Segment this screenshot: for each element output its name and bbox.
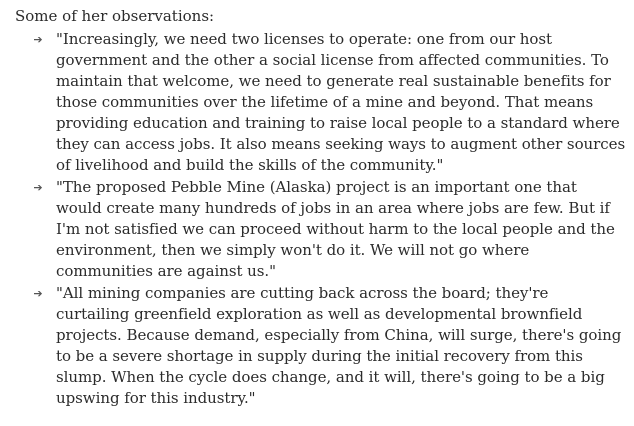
quote-list	[15, 29, 626, 409]
quote-text: "The proposed Pebble Mine (Alaska) project is an important one that would create many hundreds of jobs in an area where jobs are few. But if I'm not satisfied we can proceed without harm to the local people and the environment, then we simply won't do it. We will not go where communities are against us."	[56, 178, 615, 280]
quote-text: "Increasingly, we need two licenses to operate: one from our host government and the other a social license from affected communities. To maintain that welcome, we need to generate real sustainable benefits for those communities over the lifetime of a mine and beyond. That means providing education and training to raise local people to a standard where they can access jobs. It also means seeking ways to augment other sources of livelihood and build the skills of the community."	[56, 30, 626, 174]
arrow-right-icon: ➔	[33, 33, 43, 46]
quote-item	[15, 283, 626, 409]
arrow-right-icon: ➔	[33, 287, 43, 300]
arrow-right-icon: ➔	[33, 181, 43, 194]
quote-item	[15, 29, 626, 176]
quote-text: "All mining companies are cutting back across the board; they're curtailing greenfield exploration as well as developmental brownfield projects. Because demand, especially from China, will surge, there's going to be a severe shortage in supply during the initial recovery from this slump. When the cycle does change, and it will, there's going to be a big upswing for this industry."	[56, 284, 622, 407]
quote-item	[15, 177, 626, 282]
intro-text: Some of her observations:	[15, 7, 215, 25]
